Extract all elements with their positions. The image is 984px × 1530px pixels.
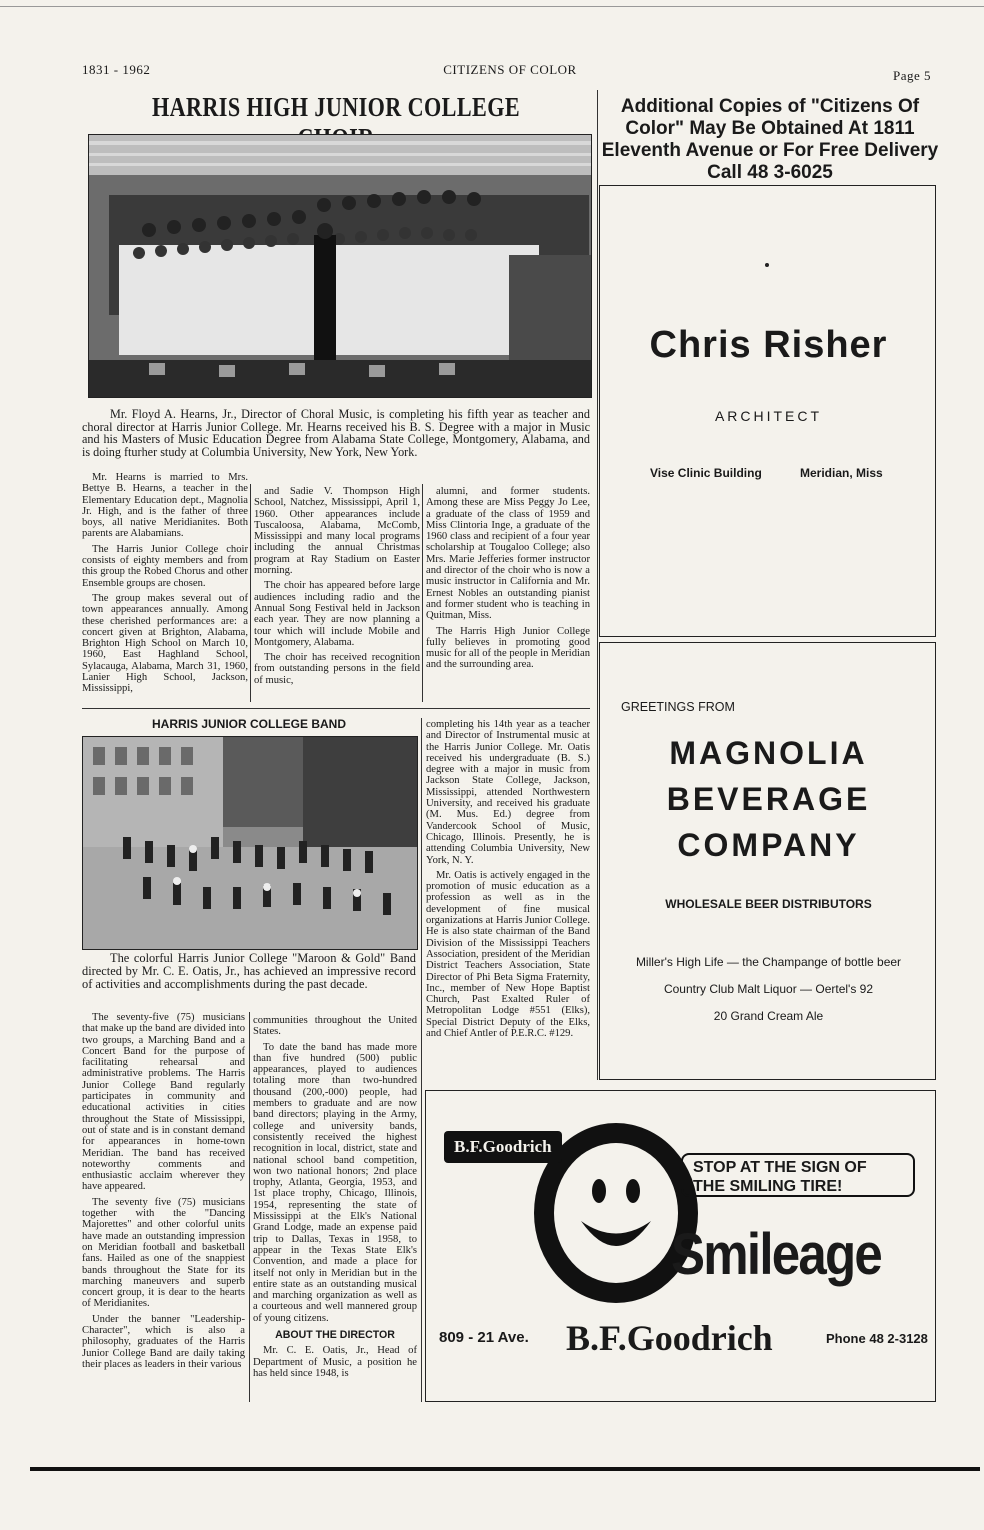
band-right-column [426, 719, 590, 1043]
magnolia-item: Miller's High Life — the Champange of bottle beer [635, 955, 902, 969]
magnolia-item: 20 Grand Cream Ale [713, 1009, 824, 1023]
top-rule [0, 6, 984, 7]
choir-col2-para: The choir has appeared before large audiences including radio and the Annual Song Festival held in Jackson each year. They are now planning a tour which will include Mobile and Montgomery, Alabama. [254, 580, 420, 648]
goodrich-address: 809 - 21 Ave. [439, 1329, 529, 1346]
choir-col3-para: The Harris High Junior College fully believes in promoting good music for all of the people in Meridian and the surrounding area. [426, 625, 590, 671]
choir-photo [88, 134, 592, 398]
column-rule [597, 90, 598, 1080]
choir-col2-para: and Sadie V. Thompson High School, Natchez, Mississippi, April 1, 1960. Other appearances include Tuscaloosa, Alabama, McComb, Mississippi and many local programs including the annual Christmas program at Ray Stadium on Easter morning. [254, 486, 420, 577]
band-col2-para: communities throughout the United States. [253, 1015, 417, 1038]
band-column-1 [82, 1012, 245, 1374]
director-text: Mr. C. E. Oatis, Jr., Head of Department of Music, a position he has held since 1948, is [253, 1345, 417, 1379]
risher-name: Chris Risher [649, 324, 888, 366]
band-caption-text: The colorful Harris Junior College "Maroon & Gold" Band directed by Mr. C. E. Oatis, Jr., has achieved an impressive record of activities and accomplishments during the past decade. [82, 951, 416, 991]
band-col2-para: To date the band has made more than five hundred (500) public appearances, played to audiences totaling more than two-hundred thousand (200,-000) people, had members to graduate and are now band directors; playing in the Army, college and university bands, consistently received the highest recognition in local, district, state and national school band competition, won two national honors; 2nd place trophy, Atlanta, Georgia, 1953, and 1st place trophy, Chicago, Illinois, 1954, representing the state of Mississippi at the Elk's National Grand Lodge, made an expense paid trip to Dallas, Texas in 1958, to appear in the Texas State Elk's Convention, and made a place for itself not only in Meridian but in the entire state as an outstanding musical and marching organization as well as a courteous and well mannered group of young citizens. [253, 1041, 417, 1324]
column-rule [421, 718, 422, 1402]
ad-chris-risher [599, 185, 936, 637]
choir-column-3 [426, 486, 590, 675]
column-rule [422, 484, 423, 702]
band-photo [82, 736, 418, 950]
bottom-rule [30, 1467, 980, 1471]
dot-ornament [765, 263, 769, 267]
band-column-2 [253, 1015, 417, 1383]
magnolia-line-2: BEVERAGE [666, 781, 871, 817]
magnolia-line-3: COMPANY [677, 827, 860, 863]
column-rule [250, 484, 251, 702]
page-number: Page 5 [893, 68, 932, 83]
magnolia-sub: WHOLESALE BEER DISTRIBUTORS [665, 897, 872, 911]
choir-caption [82, 408, 590, 462]
band-col1-para: Under the banner "Leadership-Character", which is also a philosophy, graduates of the Harris Junior College Band are daily taking their places as leaders in their various [82, 1313, 245, 1370]
band-photo-image [83, 737, 417, 949]
choir-photo-image [89, 135, 591, 397]
section-rule [82, 708, 590, 709]
choir-headline: HARRIS HIGH JUNIOR COLLEGE [151, 92, 521, 122]
choir-col3-para: alumni, and former students. Among these are Miss Peggy Jo Lee, a graduate of the class of 1959 and Miss Clintoria Inge, a graduate of the 1960 class and recipient of a four year scholarship at Tougaloo College; also Mrs. Marie Jefferies former instructor and director of the choir who is now a music instructor in California and Mr. Ernest Nobles an outstanding pianist and former student who is teaching in Quitman, Miss. [426, 486, 590, 622]
risher-building: Vise Clinic Building [650, 466, 762, 480]
director-heading: ABOUT THE DIRECTOR [275, 1329, 395, 1342]
risher-city: Meridian, Miss [800, 466, 883, 480]
band-col1-para: The seventy-five (75) musicians that make up the band are divided into two groups, a Marching Band and a Concert Band for the purpose of facilitating rehearsal and administrative problems. The Harris Junior College Band regularly participates in community and educational activities in cities throughout the State of Mississippi, out of state and is in constant demand for appearances in home-town Meridian. The band has received noteworthy comments and enthusiastic acclaim wherever they have appeared. [82, 1012, 245, 1193]
goodrich-slogan-box [681, 1153, 915, 1197]
choir-col1-para: Mr. Hearns is married to Mrs. Bettye B. Hearns, a teacher in the Elementary Education dept., Magnolia Jr. High, and is the father of three boys, all native Meridianites. Both parents are Alabamians. [82, 472, 248, 540]
goodrich-company: B.F.Goodrich [566, 1318, 773, 1358]
magnolia-greeting: GREETINGS FROM [621, 700, 735, 714]
band-headline: HARRIS JUNIOR COLLEGE BAND [151, 717, 346, 731]
smileage-brand: Smileage [671, 1222, 882, 1287]
band-col1-para: The seventy five (75) musicians together with the "Dancing Majorettes" and other colorful units have made an outstanding impression on Meridian football and basketball fans. Hailed as one of the snappiest bands throughout the State for its marching maneuvers and superb concert group, it is dear to the hearts of Meridianites. [82, 1196, 245, 1310]
magnolia-item: Country Club Malt Liquor — Oertel's 92 [663, 982, 874, 996]
goodrich-slogan-1: STOP AT THE SIGN OF [693, 1159, 867, 1176]
choir-caption-text: Mr. Floyd A. Hearns, Jr., Director of Choral Music, is completing his fifth year as teacher and choral director at Harris Junior College. Mr. Hearns received his B. S. Degree with a major in Music and his Masters of Music Education Degree from Alabama State College, Montgomery, Alabama, and is doing fturher study at Columbia University, New York, New York. [82, 407, 590, 459]
copies-notice: Additional Copies of "Citizens Of Color" May Be Obtained At 1811 Eleventh Avenue or For Free Delivery Call 48 3-6025 [601, 96, 939, 183]
risher-title: ARCHITECT [714, 408, 823, 424]
choir-col1-para: The Harris Junior College choir consists of eighty members and from this group the Robed Chorus and other Ensemble groups are chosen. [82, 543, 248, 589]
choir-column-2 [254, 486, 420, 690]
band-right-para: completing his 14th year as a teacher and Director of Instrumental music at the Harris Junior College. Mr. Oatis received his undergraduate (B. S.) degree with a major in music from Jackson State College, Jackson, Mississippi, attended Northwestern University, and received his graduate (M. Mus. Ed.) degree from Vandercook School of Music, Chicago, Illinois. Presently, he is attending Columbia University, New York, N. Y. [426, 719, 590, 866]
header-years: 1831 - 1962 [82, 62, 151, 77]
choir-col1-para: The group makes several out of town appearances annually. Among these cherished performances are: a concert given at Brighton, Alabama, Brighton High School on March 10, 1960, East Haghland School, Sylacauga, Alabama, March 31, 1960, Lanier High School, Jackson, Mississippi, [82, 592, 248, 695]
magnolia-line-1: MAGNOLIA [669, 735, 868, 771]
goodrich-phone: Phone 48 2-3128 [826, 1331, 928, 1346]
masthead: CITIZENS OF COLOR [443, 62, 577, 77]
column-rule [249, 1012, 250, 1402]
choir-col2-para: The choir has received recognition from outstanding persons in the field of music, [254, 652, 420, 686]
goodrich-badge: B.F.Goodrich [444, 1131, 562, 1163]
choir-column-1 [82, 472, 248, 699]
band-right-para: Mr. Oatis is actively engaged in the promotion of music education as a profession as well as in the development of fine musical organizations at Harris Junior College. He is also state chairman of the Band Division of the Mississippi Teachers Association, president of the Meridian District Teachers Association, State Director of Phi Beta Sigma Fraternity, Inc., member of New Hope Baptist Church, Past Exalted Ruler of Metropolitan Lodge #551 (Elks), Special District Deputy of the Elks, and Chief Antler of P.E.R.C. #129. [426, 869, 590, 1040]
goodrich-slogan-2: THE SMILING TIRE! [693, 1178, 843, 1195]
ad-goodrich [425, 1090, 936, 1402]
ad-magnolia [599, 642, 936, 1080]
band-caption [82, 952, 416, 994]
